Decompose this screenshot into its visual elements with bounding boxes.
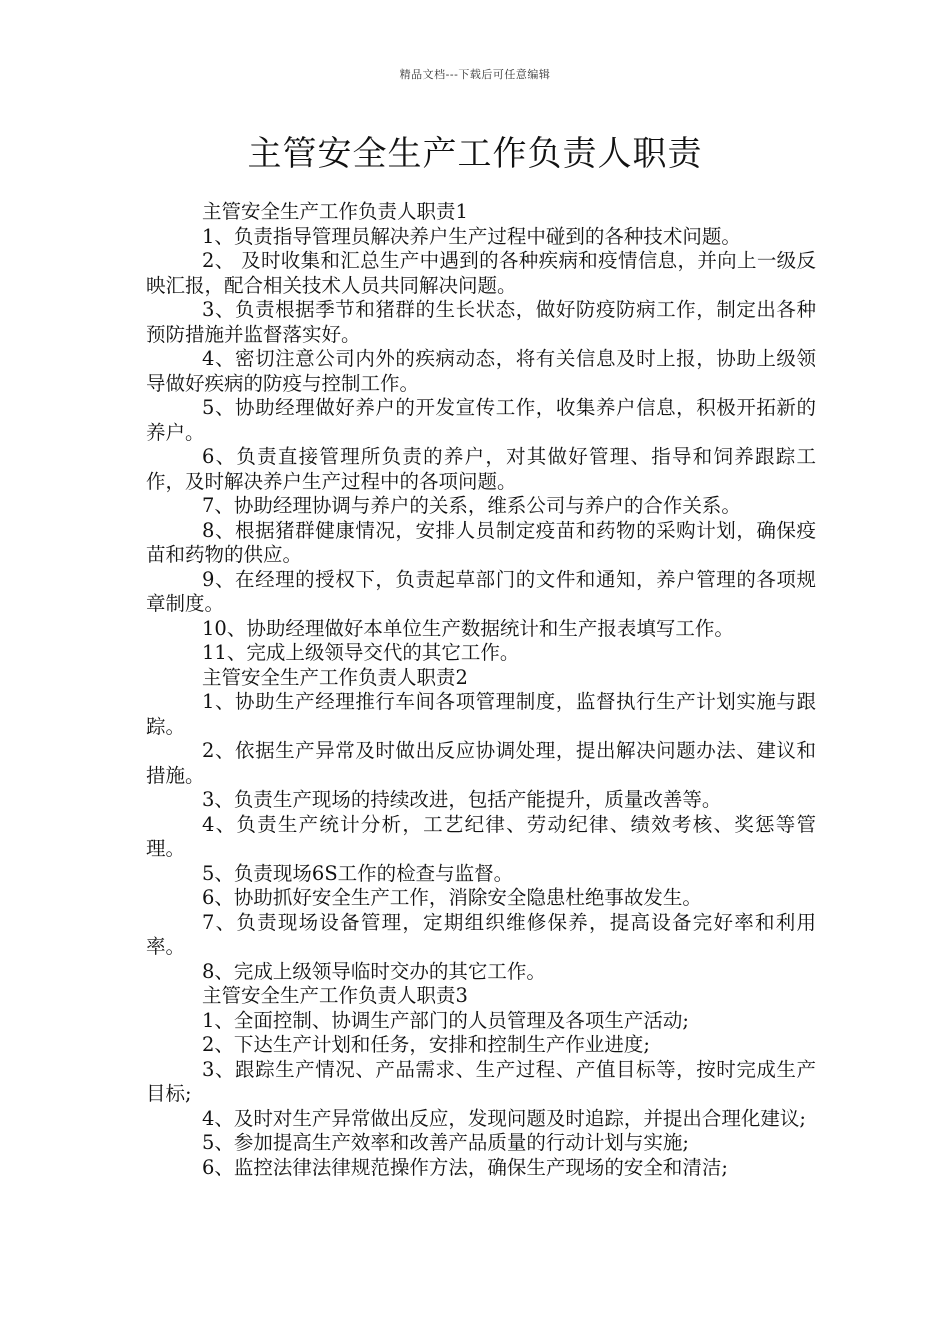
list-item: 5、协助经理做好养户的开发宣传工作，收集养户信息，积极开拓新的养户。 <box>146 396 816 444</box>
list-item: 7、协助经理协调与养户的关系，维系公司与养户的合作关系。 <box>202 494 741 517</box>
list-item: 2、 及时收集和汇总生产中遇到的各种疾病和疫情信息，并向上一级反映汇报，配合相关技术人员共同解决问题。 <box>146 249 816 297</box>
section-heading-3: 主管安全生产工作负责人职责3 <box>202 984 468 1007</box>
section-heading-2: 主管安全生产工作负责人职责2 <box>202 665 468 689</box>
list-item: 6、负责直接管理所负责的养户，对其做好管理、指导和饲养跟踪工作，及时解决养户生产过程中的各项问题。 <box>146 445 816 493</box>
list-item: 3、负责根据季节和猪群的生长状态，做好防疫防病工作，制定出各种预防措施并监督落实好。 <box>146 298 816 346</box>
list-item: 3、负责生产现场的持续改进，包括产能提升，质量改善等。 <box>202 788 722 811</box>
list-item: 1、全面控制、协调生产部门的人员管理及各项生产活动; <box>202 1008 689 1032</box>
list-item: 1、协助生产经理推行车间各项管理制度，监督执行生产计划实施与跟踪。 <box>146 690 816 738</box>
list-item: 9、在经理的授权下，负责起草部门的文件和通知，养户管理的各项规章制度。 <box>146 567 816 615</box>
list-item: 2、下达生产计划和任务，安排和控制生产作业进度; <box>202 1033 650 1056</box>
section-heading-1: 主管安全生产工作负责人职责1 <box>202 200 468 223</box>
list-item: 2、依据生产异常及时做出反应协调处理，提出解决问题办法、建议和措施。 <box>146 739 816 787</box>
header-note: 精品文档---下载后可任意编辑 <box>399 68 551 81</box>
list-item: 5、负责现场6S工作的检查与监督。 <box>202 861 514 885</box>
list-item: 4、及时对生产异常做出反应，发现问题及时追踪，并提出合理化建议; <box>202 1106 806 1130</box>
list-item: 4、负责生产统计分析，工艺纪律、劳动纪律、绩效考核、奖惩等管理。 <box>146 812 816 860</box>
document-title: 主管安全生产工作负责人职责 <box>247 134 703 174</box>
list-item: 1、负责指导管理员解决养户生产过程中碰到的各种技术问题。 <box>202 224 741 248</box>
document-body <box>146 200 816 1180</box>
list-item: 11、完成上级领导交代的其它工作。 <box>202 641 520 664</box>
list-item: 3、跟踪生产情况、产品需求、生产过程、产值目标等，按时完成生产目标; <box>146 1057 816 1105</box>
list-item: 5、参加提高生产效率和改善产品质量的行动计划与实施; <box>202 1131 689 1154</box>
list-item: 8、根据猪群健康情况，安排人员制定疫苗和药物的采购计划，确保疫苗和药物的供应。 <box>146 518 816 566</box>
list-item: 6、监控法律法律规范操作方法，确保生产现场的安全和清洁; <box>202 1155 728 1179</box>
list-item: 6、协助抓好安全生产工作，消除安全隐患杜绝事故发生。 <box>202 886 702 909</box>
list-item: 10、协助经理做好本单位生产数据统计和生产报表填写工作。 <box>202 616 734 640</box>
list-item: 7、负责现场设备管理，定期组织维修保养，提高设备完好率和利用率。 <box>146 910 816 958</box>
list-item: 4、密切注意公司内外的疾病动态，将有关信息及时上报，协助上级领导做好疾病的防疫与控制工作。 <box>146 347 816 395</box>
list-item: 8、完成上级领导临时交办的其它工作。 <box>202 959 546 983</box>
